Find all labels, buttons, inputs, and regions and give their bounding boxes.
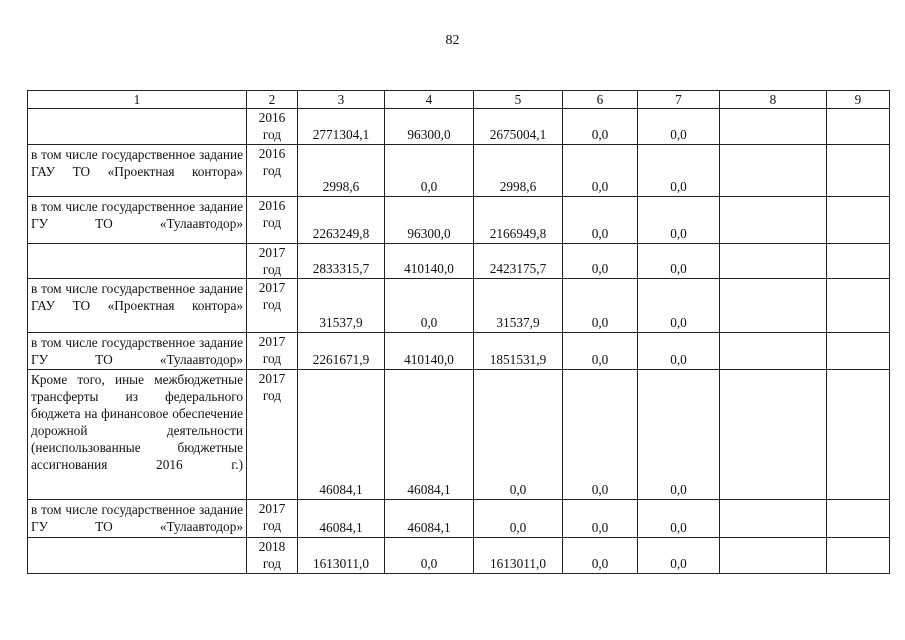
row-description: [28, 538, 247, 574]
cell-col5: 1851531,9: [474, 333, 563, 370]
cell-col3: 2261671,9: [298, 333, 385, 370]
cell-col8: [720, 538, 827, 574]
row-description: в том числе государственное задание ГАУ ТО «Проектная контора»: [28, 145, 247, 197]
cell-col7: 0,0: [638, 333, 720, 370]
cell-col6: 0,0: [563, 370, 638, 500]
column-header: 6: [563, 91, 638, 109]
row-year: 2016 год: [247, 145, 298, 197]
cell-col4: 0,0: [385, 538, 474, 574]
row-year: 2016 год: [247, 197, 298, 244]
column-header: 5: [474, 91, 563, 109]
cell-col8: [720, 500, 827, 538]
cell-col7: 0,0: [638, 279, 720, 333]
cell-col7: 0,0: [638, 370, 720, 500]
row-year: 2018 год: [247, 538, 298, 574]
cell-col4: 46084,1: [385, 500, 474, 538]
column-header: 7: [638, 91, 720, 109]
table-row: [28, 197, 890, 244]
table-row: [28, 538, 890, 574]
row-year: 2016 год: [247, 109, 298, 145]
table-row: [28, 244, 890, 279]
cell-col7: 0,0: [638, 500, 720, 538]
cell-col5: 2675004,1: [474, 109, 563, 145]
cell-col7: 0,0: [638, 197, 720, 244]
cell-col8: [720, 145, 827, 197]
cell-col9: [827, 333, 890, 370]
cell-col5: 2998,6: [474, 145, 563, 197]
cell-col9: [827, 279, 890, 333]
row-description: в том числе государственное задание ГАУ ТО «Проектная контора»: [28, 279, 247, 333]
cell-col3: 1613011,0: [298, 538, 385, 574]
cell-col6: 0,0: [563, 145, 638, 197]
cell-col6: 0,0: [563, 279, 638, 333]
cell-col8: [720, 279, 827, 333]
cell-col9: [827, 244, 890, 279]
page-number: 82: [445, 33, 460, 48]
cell-col8: [720, 197, 827, 244]
cell-col7: 0,0: [638, 145, 720, 197]
cell-col4: 0,0: [385, 145, 474, 197]
cell-col6: 0,0: [563, 197, 638, 244]
row-description: в том числе государственное задание ГУ ТО «Тулаавтодор»: [28, 333, 247, 370]
cell-col6: 0,0: [563, 538, 638, 574]
table-row: [28, 500, 890, 538]
row-year: 2017 год: [247, 279, 298, 333]
cell-col5: 0,0: [474, 500, 563, 538]
cell-col6: 0,0: [563, 333, 638, 370]
column-header-row: [28, 91, 890, 109]
row-description: [28, 109, 247, 145]
cell-col5: 1613011,0: [474, 538, 563, 574]
cell-col9: [827, 500, 890, 538]
cell-col6: 0,0: [563, 500, 638, 538]
cell-col8: [720, 370, 827, 500]
cell-col4: 410140,0: [385, 333, 474, 370]
column-header: 4: [385, 91, 474, 109]
column-header: 2: [247, 91, 298, 109]
column-header: 3: [298, 91, 385, 109]
column-header: 8: [720, 91, 827, 109]
cell-col9: [827, 145, 890, 197]
cell-col7: 0,0: [638, 244, 720, 279]
cell-col9: [827, 109, 890, 145]
row-year: 2017 год: [247, 500, 298, 538]
cell-col5: 0,0: [474, 370, 563, 500]
cell-col3: 2833315,7: [298, 244, 385, 279]
cell-col7: 0,0: [638, 109, 720, 145]
row-year: 2017 год: [247, 244, 298, 279]
cell-col7: 0,0: [638, 538, 720, 574]
table-row: [28, 370, 890, 500]
column-header: 1: [28, 91, 247, 109]
table-row: [28, 279, 890, 333]
cell-col5: 31537,9: [474, 279, 563, 333]
table-row: [28, 333, 890, 370]
table-row: [28, 145, 890, 197]
cell-col4: 96300,0: [385, 197, 474, 244]
row-description: в том числе государственное задание ГУ ТО «Тулаавтодор»: [28, 500, 247, 538]
cell-col5: 2423175,7: [474, 244, 563, 279]
row-description: [28, 244, 247, 279]
cell-col4: 0,0: [385, 279, 474, 333]
row-year: 2017 год: [247, 370, 298, 500]
cell-col8: [720, 109, 827, 145]
cell-col9: [827, 538, 890, 574]
cell-col9: [827, 197, 890, 244]
row-year: 2017 год: [247, 333, 298, 370]
cell-col4: 410140,0: [385, 244, 474, 279]
cell-col6: 0,0: [563, 244, 638, 279]
cell-col3: 2771304,1: [298, 109, 385, 145]
cell-col8: [720, 333, 827, 370]
table-row: [28, 109, 890, 145]
cell-col6: 0,0: [563, 109, 638, 145]
cell-col9: [827, 370, 890, 500]
row-description: Кроме того, иные межбюджетные трансферты из федерального бюджета на финансовое обеспечение дорожной деятельности (неиспользованные бюджетные ассигнования 2016 г.): [28, 370, 247, 500]
cell-col3: 2998,6: [298, 145, 385, 197]
row-description: в том числе государственное задание ГУ ТО «Тулаавтодор»: [28, 197, 247, 244]
cell-col4: 96300,0: [385, 109, 474, 145]
column-header: 9: [827, 91, 890, 109]
cell-col3: 2263249,8: [298, 197, 385, 244]
cell-col4: 46084,1: [385, 370, 474, 500]
cell-col3: 31537,9: [298, 279, 385, 333]
cell-col8: [720, 244, 827, 279]
cell-col3: 46084,1: [298, 500, 385, 538]
budget-table: [27, 90, 890, 574]
cell-col3: 46084,1: [298, 370, 385, 500]
cell-col5: 2166949,8: [474, 197, 563, 244]
